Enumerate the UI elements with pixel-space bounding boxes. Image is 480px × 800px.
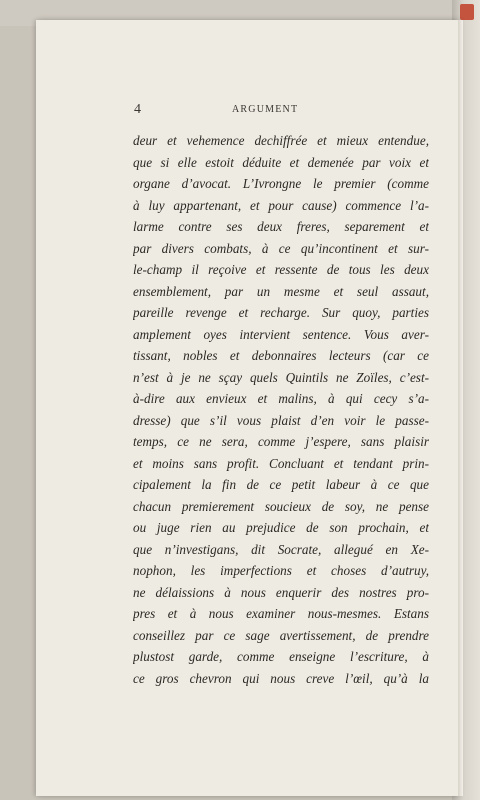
text-line: ou juge rien au prejudice de son prochain, et [133, 520, 429, 535]
text-line: dresse) que s’il vous plaist d’en voir le passe- [133, 412, 429, 428]
text-line: pres et à nous examiner nous-mesmes. Estans [133, 606, 429, 621]
text-line: que n’investigans, dit Socrate, allegué en Xe- [133, 541, 429, 557]
text-line: temps, ce ne sera, comme j’espere, sans plaisir [133, 434, 429, 449]
text-line: n’est à je ne sçay quels Quintils ne Zoïles, c’est- [133, 369, 429, 385]
text-line: ensemblement, par un mesme et seul assaut, [133, 283, 429, 299]
text-line: pareille revenge et recharge. Sur quoy, parties [133, 305, 429, 320]
text-line: ne délaissions à nous enquerir des nostres pro- [133, 584, 429, 600]
text-line: amplement oyes intervient sentence. Vous aver- [133, 326, 429, 342]
text-line: larme contre ses deux freres, separement et [133, 219, 429, 234]
text-line: conseillez par ce sage avertissement, de prendre [133, 627, 429, 643]
text-line: et moins sans profit. Concluant et tendant prin- [133, 455, 429, 471]
text-line: ce gros chevron qui nous creve l’œil, qu’à la [133, 670, 429, 686]
text-line: que si elle estoit déduite et demenée par voix et [133, 154, 429, 170]
running-title: ARGUMENT [232, 104, 299, 115]
bookmark-tab [460, 4, 474, 20]
text-line: à luy appartenant, et pour cause) commence l’a- [133, 197, 429, 213]
text-line: chacun premierement soucieux de soy, ne pense [133, 498, 429, 514]
text-line: nophon, les imperfections et choses d’autruy, [133, 563, 429, 578]
text-line: le-champ il reçoive et ressente de tous les deux [133, 262, 429, 277]
text-line: cipalement la fin de ce petit labeur à ce que [133, 477, 429, 492]
text-line: par divers combats, à ce qu’incontinent et sur- [133, 240, 429, 256]
text-line: organe d’avocat. L’Ivrongne le premier (comme [133, 176, 429, 191]
page-number: 4 [134, 102, 141, 117]
running-head [134, 102, 434, 118]
page-edge [458, 20, 463, 796]
text-line: plustost garde, comme enseigne l’escriture, à [133, 649, 429, 664]
text-line: à-dire aux envieux et malins, à qui cecy s’a- [133, 391, 429, 406]
text-line: tissant, nobles et debonnaires lecteurs (car ce [133, 348, 429, 363]
body-text [133, 130, 429, 689]
text-line: deur et vehemence dechiffrée et mieux entendue, [133, 133, 429, 148]
